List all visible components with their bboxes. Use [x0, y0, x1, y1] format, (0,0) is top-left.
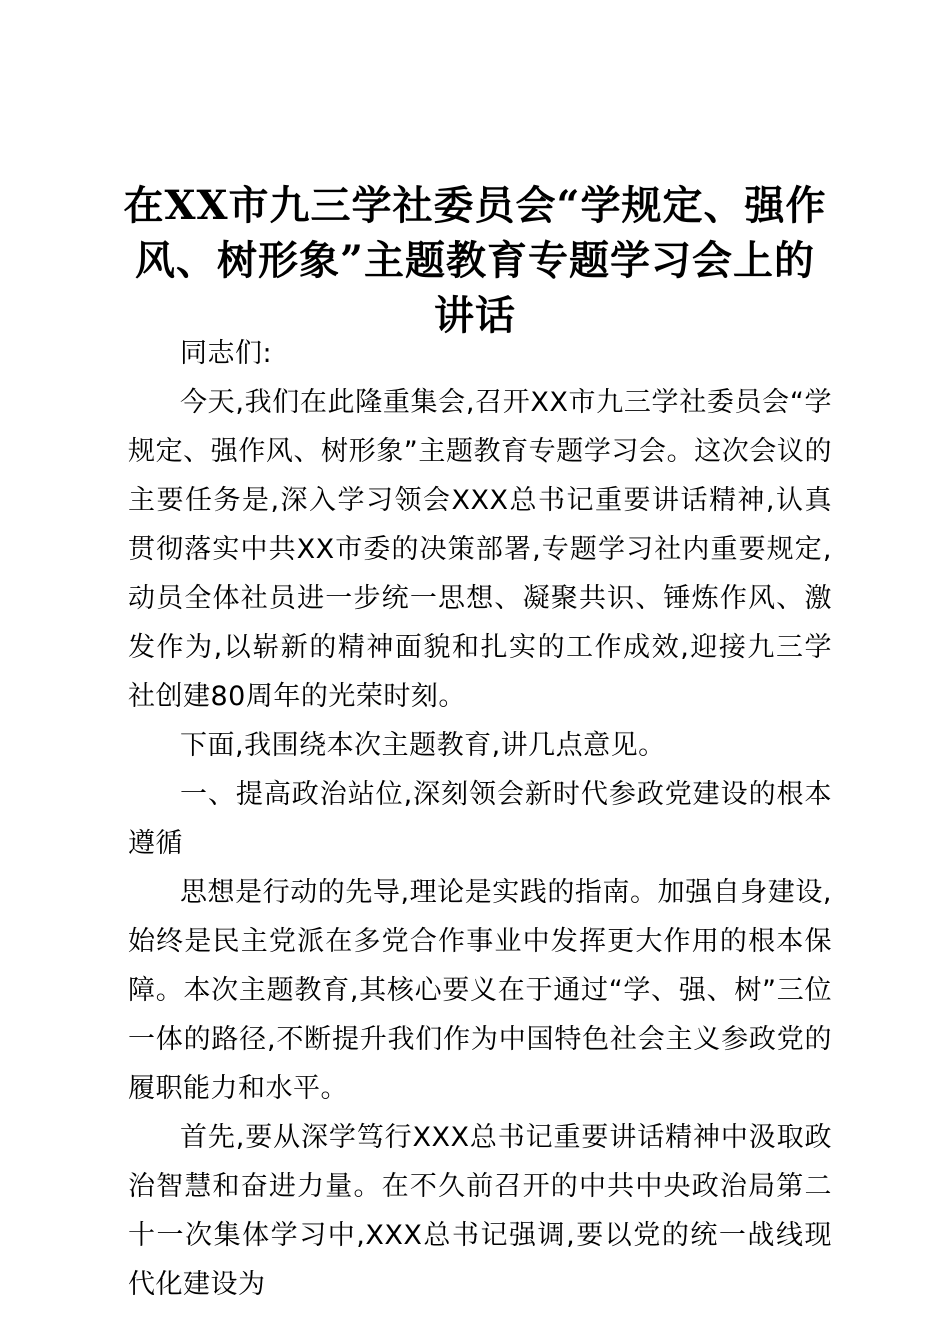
paragraph-outline: 下面,我围绕本次主题教育,讲几点意见。 [180, 730, 666, 761]
paragraph-intro: 今天,我们在此隆重集会,召开XX市九三学社委员会“学规定、强作风、树形象”主题教育专题学习会。这次会议的主要任务是,深入学习领会XXX总书记重要讲话精神,认真贯彻落实中共XX市委的决策部署,专题学习社内重要规定,动员全体社员进一步统一思想、凝聚共识、锤炼作风、激发作为,以崭新的精神面貌和扎实的工作成效,迎接九三学社创建80周年的光荣时刻。 [128, 387, 832, 712]
salutation: 同志们: [180, 338, 273, 369]
document-body [128, 329, 832, 1309]
paragraph-first-point: 首先,要从深学笃行XXX总书记重要讲话精神中汲取政治智慧和奋进力量。在不久前召开的中共中央政治局第二十一次集体学习中,XXX总书记强调,要以党的统一战线现代化建设为 [128, 1122, 832, 1300]
paragraph-section-1: 思想是行动的先导,理论是实践的指南。加强自身建设,始终是民主党派在多党合作事业中发挥更大作用的根本保障。本次主题教育,其核心要义在于通过“学、强、树”三位一体的路径,不断提升我们作为中国特色社会主义参政党的履职能力和水平。 [128, 877, 832, 1104]
document-title: 在XX市九三学社委员会“学规定、强作风、树形象”主题教育专题学习会上的讲话 [123, 182, 827, 339]
section-heading-1: 一、提高政治站位,深刻领会新时代参政党建设的根本遵循 [128, 779, 832, 859]
